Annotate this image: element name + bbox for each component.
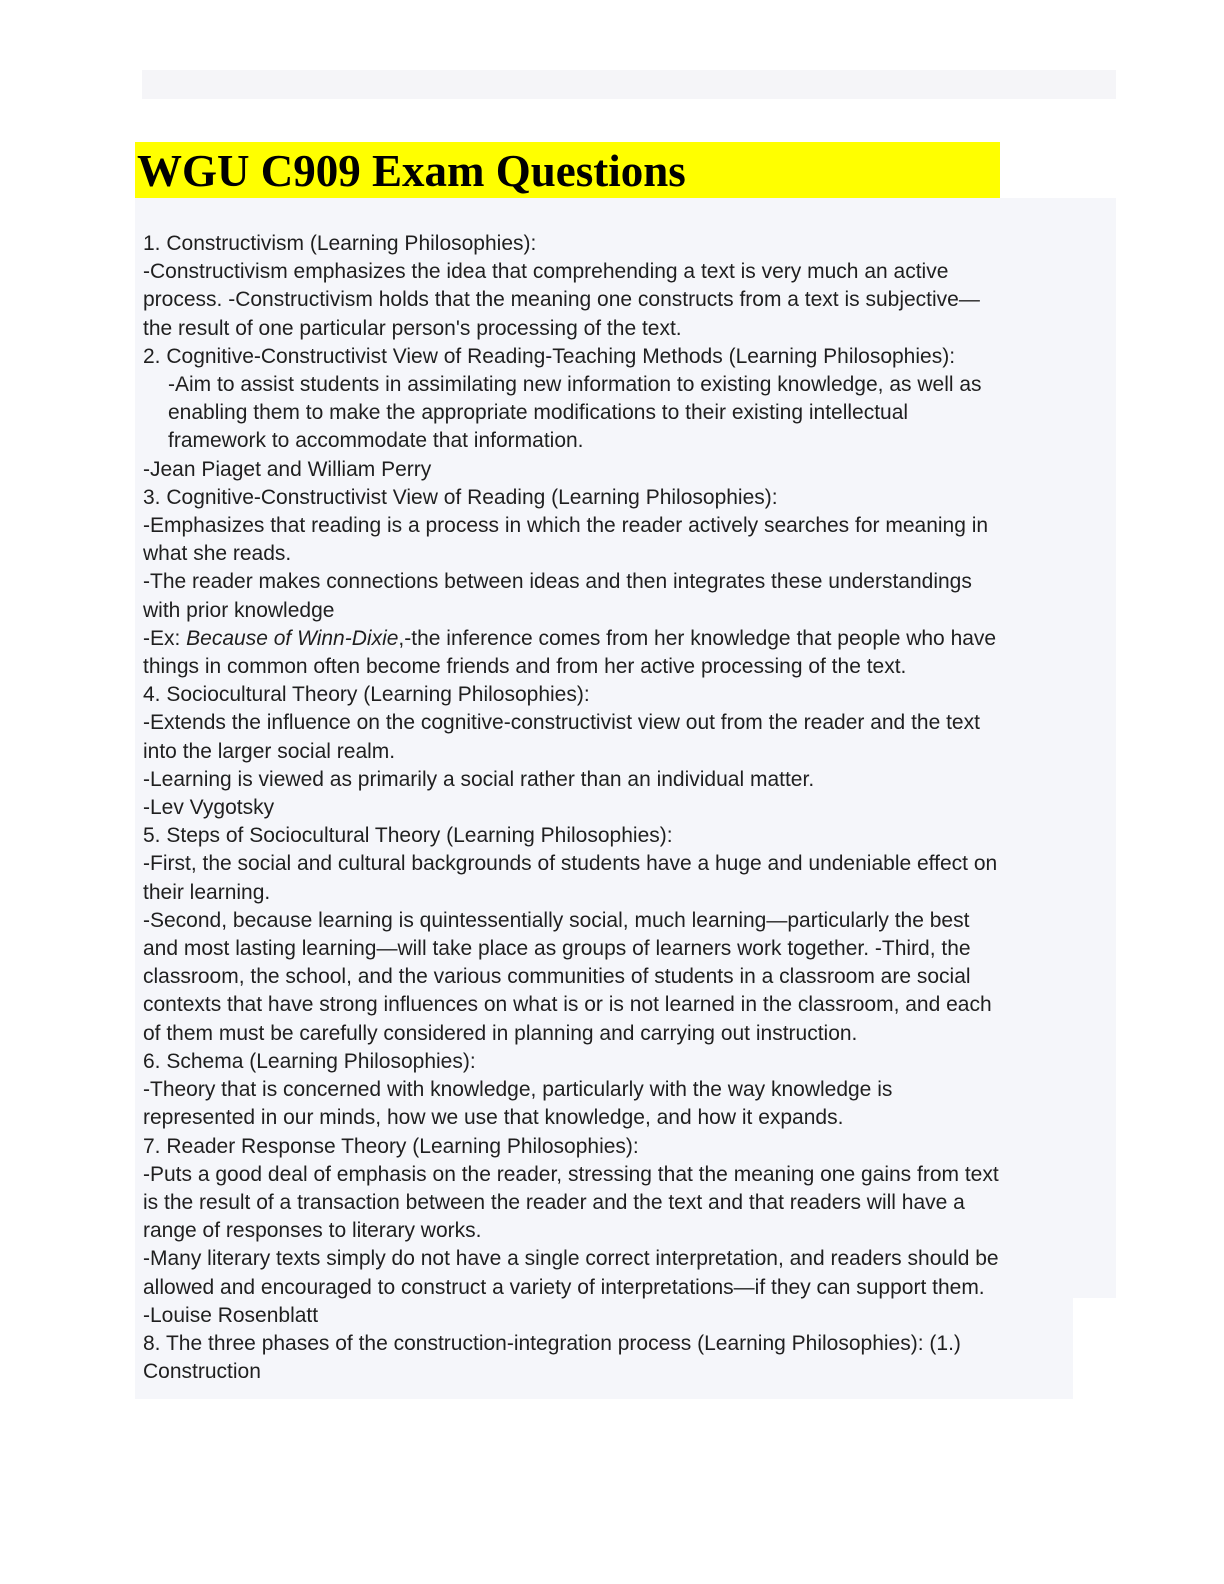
answer-line: things in common often become friends and from her active processing of the text. <box>143 655 907 679</box>
answer-line: process. -Constructivism holds that the meaning one constructs from a text is subjective— <box>143 288 980 312</box>
answer-line: -Aim to assist students in assimilating new information to existing knowledge, as well as <box>168 373 982 397</box>
answer-line: -Jean Piaget and William Perry <box>143 457 432 481</box>
answer-line: -Theory that is concerned with knowledge, particularly with the way knowledge is <box>143 1078 893 1102</box>
answer-line: -Louise Rosenblatt <box>143 1303 319 1327</box>
answer-line: -Many literary texts simply do not have a single correct interpretation, and readers should be <box>143 1247 999 1271</box>
answer-line: contexts that have strong influences on what is or is not learned in the classroom, and each <box>143 993 992 1017</box>
question-heading: 7. Reader Response Theory (Learning Philosophies): <box>143 1134 639 1158</box>
answer-line: is the result of a transaction between the reader and the text and that readers will have a <box>143 1190 965 1214</box>
answer-line: -First, the social and cultural backgrounds of students have a huge and undeniable effect on <box>143 852 998 876</box>
answer-line: represented in our minds, how we use that knowledge, and how it expands. <box>143 1106 844 1130</box>
answer-line: -Emphasizes that reading is a process in which the reader actively searches for meaning in <box>143 514 989 538</box>
answer-line: classroom, the school, and the various communities of students in a classroom are social <box>143 965 971 989</box>
answer-line: with prior knowledge <box>143 598 335 622</box>
answer-line: Construction <box>143 1360 261 1384</box>
example-line <box>143 625 1113 653</box>
answer-line: -Second, because learning is quintessentially social, much learning—particularly the best <box>143 908 970 932</box>
answer-line: what she reads. <box>143 542 292 566</box>
answer-line: -Lev Vygotsky <box>143 796 275 820</box>
question-heading: 5. Steps of Sociocultural Theory (Learning Philosophies): <box>143 824 673 848</box>
question-heading: 3. Cognitive-Constructivist View of Reading (Learning Philosophies): <box>143 485 778 509</box>
example-suffix: ,-the inference comes from her knowledge that people who have <box>398 626 997 650</box>
answer-line: range of responses to literary works. <box>143 1219 482 1243</box>
answer-line: and most lasting learning—will take place as groups of learners work together. -Third, the <box>143 937 971 961</box>
page-title: WGU C909 Exam Questions <box>137 146 686 196</box>
question-heading: 6. Schema (Learning Philosophies): <box>143 1049 476 1073</box>
document-body <box>143 230 1113 1386</box>
answer-line: -The reader makes connections between ideas and then integrates these understandings <box>143 570 972 594</box>
answer-line: framework to accommodate that information. <box>168 429 584 453</box>
answer-line: the result of one particular person's processing of the text. <box>143 316 682 340</box>
answer-line: their learning. <box>143 880 271 904</box>
answer-line: of them must be carefully considered in planning and carrying out instruction. <box>143 1021 858 1045</box>
answer-line: into the larger social realm. <box>143 739 396 763</box>
top-band <box>142 70 1116 99</box>
answer-line: enabling them to make the appropriate modifications to their existing intellectual <box>168 401 909 425</box>
answer-line: -Extends the influence on the cognitive-constructivist view out from the reader and the text <box>143 711 980 735</box>
book-title: Because of Winn-Dixie <box>186 626 399 650</box>
question-heading: 1. Constructivism (Learning Philosophies): <box>143 232 537 255</box>
answer-line: -Constructivism emphasizes the idea that comprehending a text is very much an active <box>143 260 949 284</box>
example-prefix: -Ex: <box>143 626 187 650</box>
question-heading: 2. Cognitive-Constructivist View of Reading-Teaching Methods (Learning Philosophies): <box>143 344 956 368</box>
answer-line: -Learning is viewed as primarily a social rather than an individual matter. <box>143 767 815 791</box>
answer-line: allowed and encouraged to construct a variety of interpretations—if they can support them. <box>143 1275 985 1299</box>
question-heading: 8. The three phases of the construction-integration process (Learning Philosophies): (1.) <box>143 1331 961 1355</box>
answer-line: -Puts a good deal of emphasis on the reader, stressing that the meaning one gains from text <box>143 1162 999 1186</box>
question-heading: 4. Sociocultural Theory (Learning Philosophies): <box>143 683 590 707</box>
